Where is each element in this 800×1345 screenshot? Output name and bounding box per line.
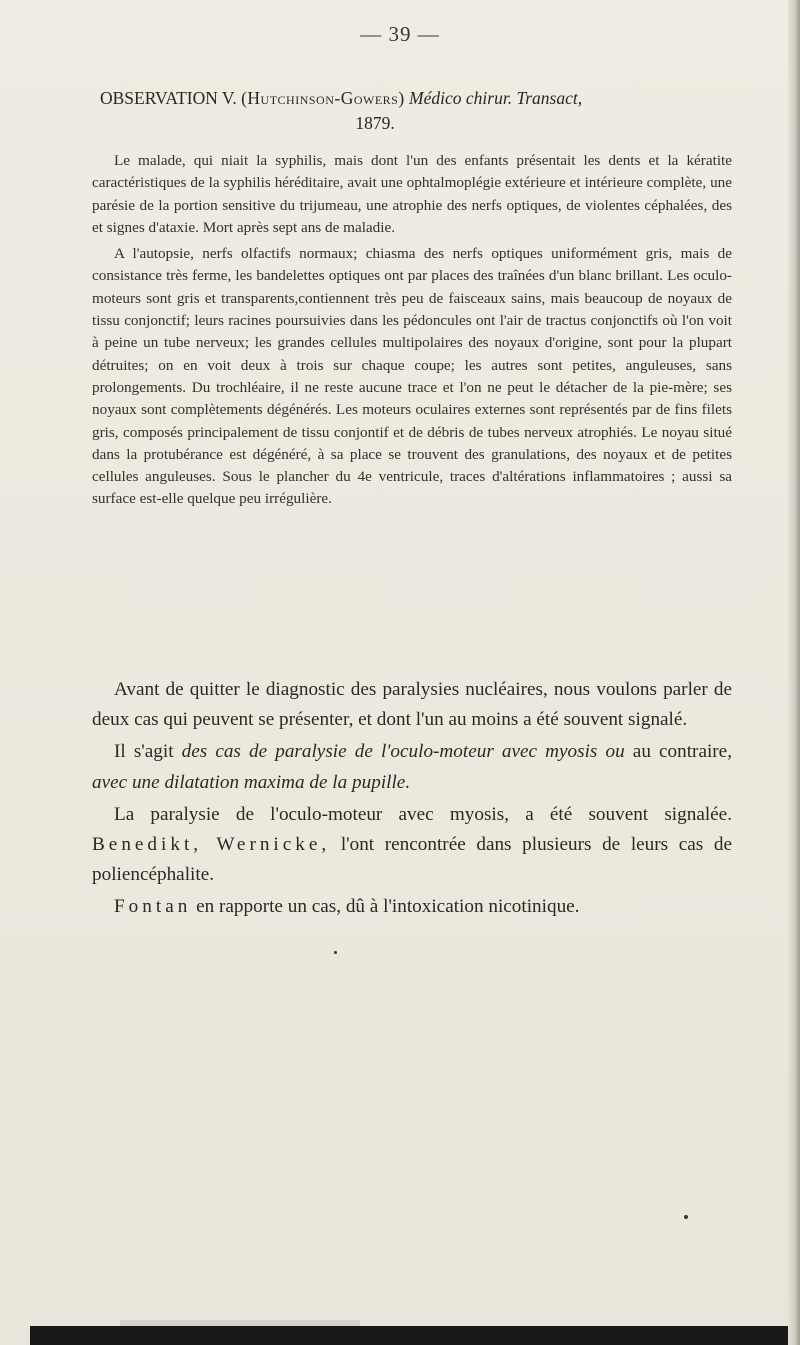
- page-number: — 39 —: [360, 22, 440, 46]
- main-text: [92, 675, 732, 925]
- observation-year: 1879.: [355, 113, 395, 133]
- cases-myosis: des cas de paralysie de l'oculo-moteur avec myosis: [181, 741, 598, 763]
- observation-authors: (Hutchinson-Gowers): [241, 88, 405, 108]
- observation-label: OBSERVATION V.: [100, 88, 237, 108]
- cases-paragraph: [92, 737, 732, 797]
- binding-edge: [788, 0, 800, 1345]
- page-edge-shadow: [30, 1326, 790, 1345]
- cases-dilatation: avec une dilatation maxima de la pupille.: [92, 771, 411, 793]
- myosis-authors: Benedikt, Wernicke,: [92, 834, 331, 856]
- cases-or: ou: [605, 741, 625, 763]
- case-description-paragraph: Le malade, qui niait la syphilis, mais dont l'un des enfants présentait les dents et la kératite caractéristiques de la syphilis héréditaire, avait une ophtalmoplégie extérieure et intérieure complète, une parésie de la portion sensitive du trijumeau, une atrophie des nerfs optiques, de violentes céphalées, des et signes d'ataxie. Mort après sept ans de maladie.: [92, 152, 732, 236]
- cases-start: Il s'agit: [114, 741, 174, 763]
- fontan-end: en rapporte un cas, dû à l'intoxication nicotinique.: [196, 896, 580, 918]
- observation-journal: Médico chirur. Transact,: [409, 88, 583, 108]
- ink-speck: [334, 951, 337, 954]
- observation-heading: [100, 86, 740, 136]
- fontan-paragraph: [92, 892, 732, 922]
- observation-text: [92, 150, 732, 515]
- ink-speck: [684, 1215, 688, 1219]
- myosis-start: La paralysie de l'oculo-moteur avec myosis, a été souvent signalée.: [114, 803, 732, 825]
- autopsy-paragraph: A l'autopsie, nerfs olfactifs normaux; chiasma des nerfs optiques uniformément gris, mais de consistance très ferme, les bandelettes optiques ont par places des traînées d'un blanc brillant. Les oculo-moteurs sont gris et transparents,contiennent très peu de faisceaux sains, mais beaucoup de noyaux de tissu conjonctif; leurs racines poursuivies dans les pédoncules ont l'air de tractus conjonctifs où l'on voit à peine un tube nerveux; les grandes cellules multipolaires des noyaux d'origine, sont pour la plupart détruites; on en voit deux à trois sur chaque coupe; les autres sont petites, anguleuses, sans prolongements. Du trochléaire, il ne reste aucune trace et l'on ne peut le détacher de la pie-mère; ses noyaux sont complètements dégénérés. Les moteurs oculaires externes sont représentés par de fins filets gris, composés principalement de tissu conjontif et de débris de tubes nerveux atrophiés. Le noyau situé dans la protubérance est dégénéré, à sa place se trouvent des granulations, des noyaux et de petites cellules anguleuses. Sous le plancher du 4e ventricule, traces d'altérations inflammatoires ; aussi sa surface est-elle quelque peu irrégulière.: [92, 245, 732, 508]
- myosis-end: l'ont rencontrée dans plusieurs de leurs cas de poliencéphalite.: [92, 834, 732, 886]
- intro-paragraph: Avant de quitter le diagnostic des paralysies nucléaires, nous voulons parler de deux cas qui peuvent se présenter, et dont l'un au moins a été souvent signalé.: [92, 679, 732, 731]
- myosis-paragraph: [92, 800, 732, 891]
- fontan-author: Fontan: [114, 896, 192, 918]
- cases-contrary: au contraire,: [632, 741, 732, 763]
